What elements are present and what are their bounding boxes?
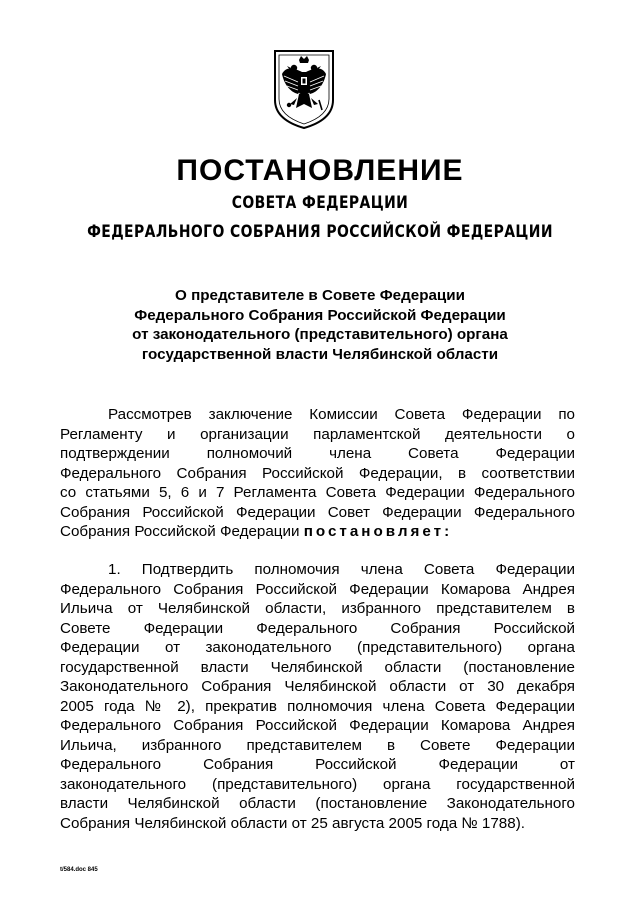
paragraph-line: 2005 года № 2), прекратив полномочия члена Совета Федерации [60, 697, 575, 715]
heading-line: Федерального Собрания Российской Федерации [134, 306, 506, 324]
paragraph-line: законодательного (представительного) органа государственной [60, 775, 575, 793]
heading-line: О представителе в Совете Федерации [175, 287, 465, 304]
paragraph-line: 1. Подтвердить полномочия члена Совета Федерации [108, 561, 575, 578]
document-title: ПОСТАНОВЛЕНИЕ [176, 154, 464, 187]
emblem [272, 48, 336, 130]
paragraph-line: Законодательного Собрания Челябинской области от 30 декабря [60, 678, 575, 695]
paragraph-line: Рассмотрев заключение Комиссии Совета Федерации по [108, 406, 575, 423]
paragraph-line: Федерального Собрания Российской Федерации, в соответствии [60, 464, 575, 482]
paragraph-line: Ильича от Челябинской области, избранного представителем в [60, 600, 575, 617]
paragraph-line: Собрания Российской Федерации Совет Федерации Федерального [60, 503, 575, 521]
paragraph-line: подтверждении полномочий члена Совета Федерации [60, 445, 575, 462]
resolution-item-1 [60, 560, 575, 833]
document-heading [60, 286, 580, 364]
double-headed-eagle-emblem-icon [272, 48, 336, 130]
paragraph-line: Федерального Собрания Российской Федерации от [60, 756, 575, 773]
heading-line: государственной власти Челябинской области [141, 345, 499, 363]
heading-line: от законодательного (представительного) органа [132, 326, 508, 343]
paragraph-line-text: Собрания Российской Федерации [60, 523, 300, 540]
paragraph-line: Ильича, избранного представителем в Совете Федерации [60, 736, 575, 754]
paragraph-line: власти Челябинской области (постановление Законодательного [60, 795, 575, 812]
paragraph-line: Совете Федерации Федерального Собрания Российской [60, 619, 575, 637]
resolves-keyword: постановляет: [303, 523, 453, 540]
issuer-line-2: ФЕДЕРАЛЬНОГО СОБРАНИЯ РОССИЙСКОЙ ФЕДЕРАЦИИ [87, 222, 553, 242]
paragraph-line: Федерального Собрания Российской Федерации Комарова Андрея [60, 580, 575, 598]
paragraph-line: Регламенту и организации парламентской деятельности о [60, 425, 575, 443]
paragraph-line-final [60, 522, 575, 542]
preamble-paragraph [60, 405, 575, 542]
document-footer-code: t/584.doc 845 [60, 867, 98, 873]
paragraph-line: Собрания Челябинской области от 25 августа 2005 года № 1788). [60, 814, 525, 832]
issuer-line-1: СОВЕТА ФЕДЕРАЦИИ [231, 193, 409, 213]
paragraph-line: со статьями 5, 6 и 7 Регламента Совета Федерации Федерального [60, 484, 575, 501]
paragraph-line: Федерального Собрания Российской Федерации Комарова Андрея [60, 717, 575, 734]
paragraph-line: Федерации от законодательного (представительного) органа [60, 639, 575, 656]
paragraph-line: государственной власти Челябинской области (постановление [60, 658, 575, 676]
